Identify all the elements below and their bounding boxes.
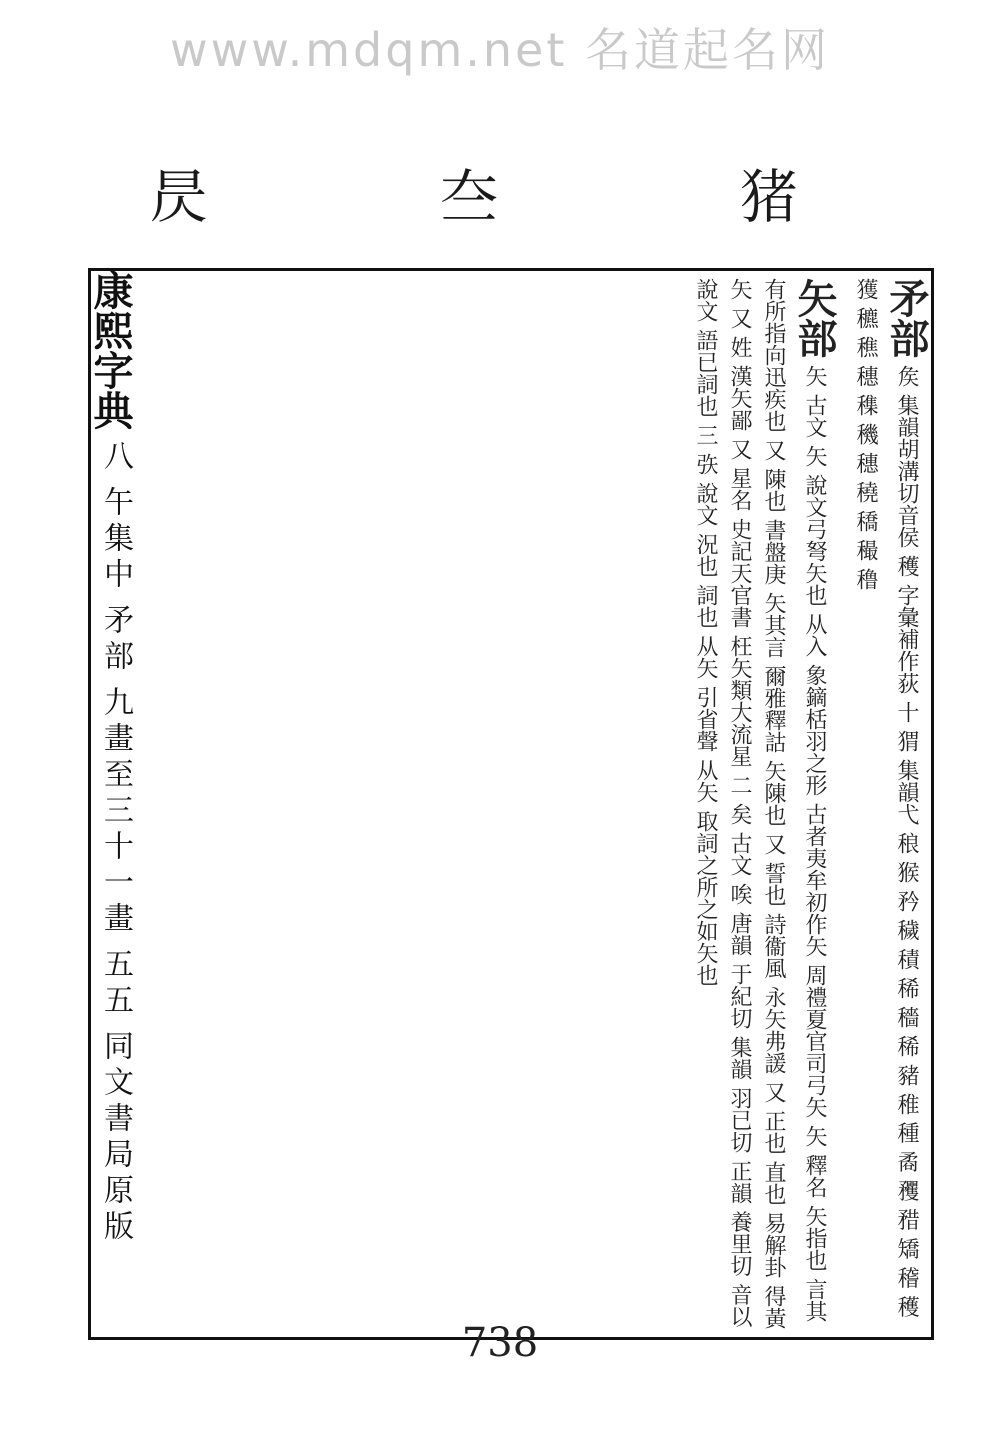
section-heading: 矢部 (791, 278, 838, 358)
page-number: 738 (461, 1320, 539, 1366)
margin-column (58, 270, 134, 1340)
collection-section: 午集中 (98, 486, 133, 594)
seal-character-2: 夳 (440, 163, 499, 231)
volume: 八 (98, 440, 133, 476)
radical-section-mao (848, 278, 930, 1338)
section-text: 矦 集韻胡溝切音侯 穫 字彙補作荻 十 猬 集韻弋 稂 猴 矜 穢 積 稀 穡 稀 豬 稚 種 矞 矡 矠 矯 稽 穫 獲 穮 穛 穗 穕 穖 穗 穘 穚 穝 穞 (853, 278, 919, 1318)
watermark: www.mdqm.net 名道起名网 (169, 23, 831, 77)
radical-section-shi (688, 278, 838, 1338)
seal-character-3: 猪 (740, 163, 799, 231)
stroke-range: 九畫至三十一畫 (98, 686, 133, 938)
radical: 矛部 (98, 604, 133, 676)
dictionary-body (140, 278, 930, 1338)
seal-character-1: 昃 (150, 163, 209, 231)
leaf-number: 五五 (98, 948, 133, 1020)
section-text: 矢 古文 矢 說文弓弩矢也 从入 象鏑栝羽之形 古者夷牟初作矢 周禮夏官司弓矢 矢 釋名 矢指也 言其有所指向迅疾也 又 陳也 書盤庚 矢其言 爾雅釋詁 矢陳也 又 誓也 詩衞風 永矢弗諼 又 正也 直也 易解卦 得黃矢 又 姓 漢矢鄙 又 星名 史記天官書 枉矢類大流星 二 矣 古文 唉 唐韻 于紀切 集韻 羽已切 正韻 養里切 音以 說文 語已詞也 三 矤 說文 況也 詞也 从矢 引省聲 从矢 取詞之所之如矢也 (693, 278, 827, 1329)
book-title: 康熙字典 (87, 270, 134, 430)
publisher: 同文書局原版 (98, 1030, 133, 1246)
section-heading: 矛部 (883, 278, 930, 358)
